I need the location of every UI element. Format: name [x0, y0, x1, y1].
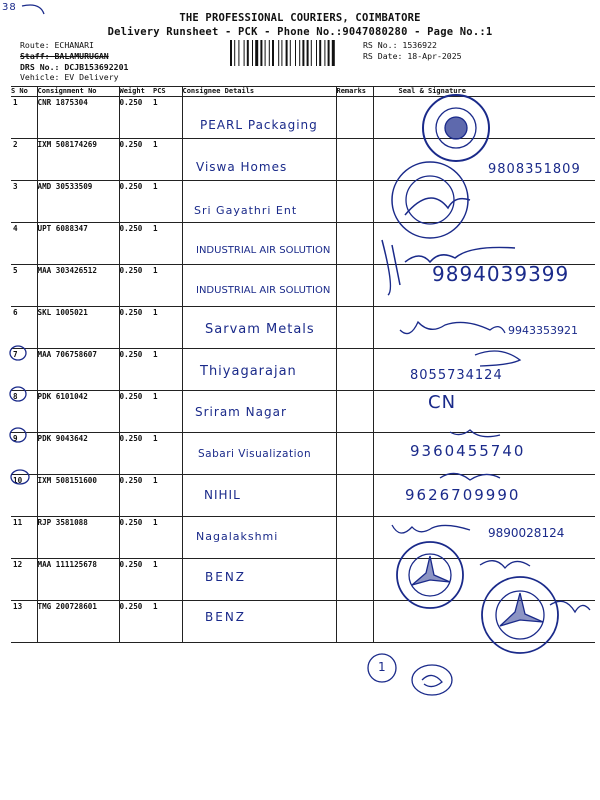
signature-row4	[382, 240, 515, 295]
cell-pcs: 1	[153, 265, 182, 307]
cell-pcs: 1	[153, 601, 182, 643]
consignee-hand-3: Sri Gayathri Ent	[194, 204, 298, 217]
cell-weight: 0.250	[119, 223, 153, 265]
cell-pcs: 1	[153, 181, 182, 223]
consignee-hand-4: INDUSTRIAL AIR SOLUTION	[196, 245, 331, 256]
phone-row-6: 9943353921	[508, 324, 578, 337]
cell-sno: 5	[11, 265, 37, 307]
route-label: Route: ECHANARI	[20, 40, 94, 50]
runsheet-subtitle: Delivery Runsheet - PCK - Phone No.:9047080280 - Page No.:1	[107, 26, 493, 38]
cell-pcs: 1	[153, 559, 182, 601]
col-consignee: Consignee Details	[182, 87, 336, 97]
cell-consignment: TMG 200728601	[37, 601, 119, 643]
consignee-hand-2: Viswa Homes	[196, 160, 288, 174]
signature-row7	[475, 351, 520, 366]
row-circle-10	[11, 470, 29, 484]
signature-row12	[480, 561, 530, 568]
cell-weight: 0.250	[119, 559, 153, 601]
cell-sno: 7	[11, 349, 37, 391]
cell-consignment: MAA 706758607	[37, 349, 119, 391]
vehicle-label: Vehicle: EV Delivery	[20, 72, 119, 82]
consignee-hand-5: INDUSTRIAL AIR SOLUTION	[196, 285, 331, 296]
phone-row-8: CN	[428, 392, 457, 413]
cell-sno: 12	[11, 559, 37, 601]
cell-consignment: IXM 508151600	[37, 475, 119, 517]
cell-pcs: 1	[153, 391, 182, 433]
cell-weight: 0.250	[119, 307, 153, 349]
rs-date: RS Date: 18-Apr-2025	[363, 51, 462, 61]
cell-sno: 11	[11, 517, 37, 559]
row-circle-8	[10, 387, 26, 401]
signature-row6	[400, 322, 505, 334]
cell-consignment: PDK 9043642	[37, 433, 119, 475]
phone-row-9: 9360455740	[410, 442, 526, 460]
consignee-hand-12: BENZ	[205, 570, 247, 584]
cell-sno: 1	[11, 97, 37, 139]
cell-sno: 6	[11, 307, 37, 349]
cell-weight: 0.250	[119, 433, 153, 475]
cell-consignment: SKL 1005021	[37, 307, 119, 349]
consignee-hand-6: Sarvam Metals	[205, 322, 315, 337]
phone-row-4-5: 9894039399	[432, 262, 570, 286]
cell-weight: 0.250	[119, 139, 153, 181]
phone-row-10: 9626709990	[405, 486, 521, 504]
corner-arc	[22, 5, 44, 14]
drs-number: DRS No.: DCJB153692201	[20, 62, 129, 72]
col-seal-signature: Seal & Signature	[373, 87, 595, 97]
cell-consignment: PDK 6101042	[37, 391, 119, 433]
bottom-scribble-inner	[422, 675, 442, 686]
phone-row-7: 8055734124	[410, 368, 503, 383]
consignee-hand-13: BENZ	[205, 610, 247, 624]
sundaram-stamp-2	[482, 577, 558, 653]
cell-consignment: MAA 111125678	[37, 559, 119, 601]
col-pcs: PCS	[153, 87, 182, 97]
col-remarks: Remarks	[336, 87, 373, 97]
consignee-hand-9: Sabari Visualization	[198, 448, 312, 460]
col-sno: S No	[11, 87, 37, 97]
col-weight: Weight	[119, 87, 153, 97]
cell-weight: 0.250	[119, 517, 153, 559]
cell-weight: 0.250	[119, 265, 153, 307]
cell-sno: 13	[11, 601, 37, 643]
phone-row-2: 9808351809	[488, 162, 581, 177]
staff-label: Staff: BALAMURUGAN	[20, 51, 109, 61]
bottom-scribble	[412, 665, 452, 695]
consignee-hand-8: Sriram Nagar	[195, 405, 287, 419]
cell-pcs: 1	[153, 97, 182, 139]
cell-weight: 0.250	[119, 181, 153, 223]
cell-pcs: 1	[153, 139, 182, 181]
cell-weight: 0.250	[119, 475, 153, 517]
cell-pcs: 1	[153, 433, 182, 475]
consignee-hand-1: PEARL Packaging	[200, 118, 318, 132]
signature-row11	[392, 525, 470, 533]
cell-sno: 3	[11, 181, 37, 223]
signature-row9	[450, 430, 500, 437]
cell-sno: 2	[11, 139, 37, 181]
company-title: THE PROFESSIONAL COURIERS, COIMBATORE	[179, 12, 421, 24]
cell-consignment: AMD 30533509	[37, 181, 119, 223]
row-circle-7	[10, 346, 26, 360]
col-consignment: Consignment No	[37, 87, 119, 97]
cell-consignment: CNR 1875304	[37, 97, 119, 139]
row-circle-9	[10, 428, 26, 442]
cell-weight: 0.250	[119, 97, 153, 139]
signature-row10	[440, 473, 500, 480]
corner-mark: 38	[2, 2, 17, 13]
round-stamp-row2	[392, 162, 470, 238]
consignee-hand-7: Thiyagarajan	[200, 364, 297, 379]
cell-consignment: RJP 3581088	[37, 517, 119, 559]
rs-number: RS No.: 1536922	[363, 40, 437, 50]
pearl-stamp	[423, 95, 489, 161]
cell-pcs: 1	[153, 349, 182, 391]
sundaram-stamp-1	[397, 542, 463, 608]
cell-consignment: MAA 303426512	[37, 265, 119, 307]
cell-weight: 0.250	[119, 391, 153, 433]
cell-sno: 4	[11, 223, 37, 265]
cell-consignment: IXM 508174269	[37, 139, 119, 181]
cell-sno: 8	[11, 391, 37, 433]
cell-weight: 0.250	[119, 601, 153, 643]
bottom-mark: 1	[378, 660, 387, 674]
cell-consignment: UPT 6088347	[37, 223, 119, 265]
cell-sno: 10	[11, 475, 37, 517]
consignee-hand-11: Nagalakshmi	[196, 530, 279, 543]
cell-weight: 0.250	[119, 349, 153, 391]
phone-row-11: 9890028124	[488, 526, 565, 540]
cell-sno: 9	[11, 433, 37, 475]
consignee-hand-10: NIHIL	[204, 488, 241, 502]
cell-pcs: 1	[153, 307, 182, 349]
cell-pcs: 1	[153, 475, 182, 517]
cell-pcs: 1	[153, 223, 182, 265]
cell-pcs: 1	[153, 517, 182, 559]
